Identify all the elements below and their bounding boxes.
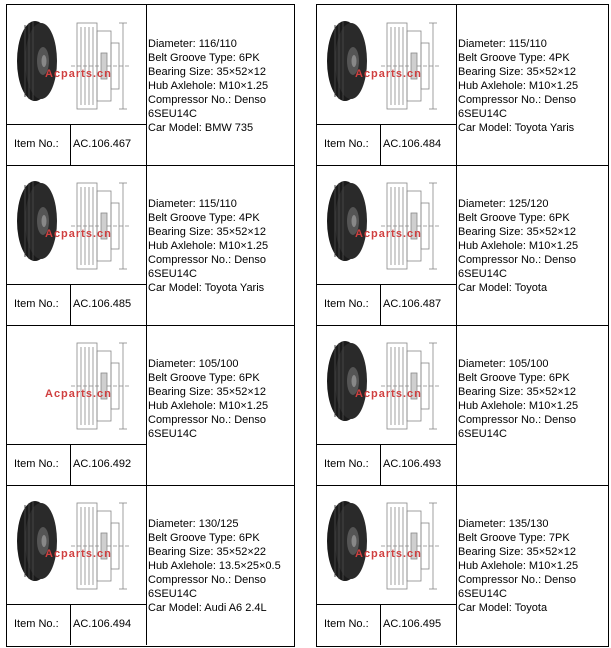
watermark-text: Acparts.cn bbox=[45, 68, 112, 80]
pulley-photo bbox=[17, 501, 57, 581]
spec-hub-axlehole: Hub Axlehole: M10×1.25 bbox=[458, 560, 579, 572]
spec-car-model: Car Model: Toyota bbox=[458, 602, 548, 614]
pulley-photo bbox=[17, 21, 57, 101]
watermark-text: Acparts.cn bbox=[45, 228, 112, 240]
item-no-label: Item No.: bbox=[324, 618, 369, 630]
product-cell bbox=[317, 485, 608, 645]
spec-hub-axlehole: Hub Axlehole: M10×1.25 bbox=[148, 80, 269, 92]
pulley-photo bbox=[327, 181, 367, 261]
spec-compressor: Compressor No.: Denso bbox=[458, 94, 576, 106]
spec-compressor: Compressor No.: Denso bbox=[458, 574, 576, 586]
spec-compressor: Compressor No.: Denso bbox=[458, 414, 576, 426]
spec-diameter: Diameter: 116/110 bbox=[148, 38, 237, 50]
product-image-box bbox=[317, 485, 457, 645]
item-number-row bbox=[7, 124, 146, 165]
spec-diameter: Diameter: 130/125 bbox=[148, 518, 239, 530]
spec-hub-axlehole: Hub Axlehole: M10×1.25 bbox=[458, 240, 579, 252]
item-no-label: Item No.: bbox=[14, 298, 59, 310]
clutch-pulley-image bbox=[11, 493, 143, 603]
product-image-box bbox=[317, 5, 457, 165]
spec-car-model: Car Model: BMW 735 bbox=[148, 122, 254, 134]
spec-belt-groove: Belt Groove Type: 6PK bbox=[458, 372, 570, 384]
spec-bearing-size: Bearing Size: 35×52×12 bbox=[148, 66, 267, 78]
spec-hub-axlehole: Hub Axlehole: 13.5×25×0.5 bbox=[148, 560, 281, 572]
spec-diameter: Diameter: 125/120 bbox=[458, 198, 549, 210]
clutch-pulley-image bbox=[321, 13, 453, 123]
spec-list bbox=[148, 357, 292, 441]
item-no-value: AC.106.493 bbox=[383, 458, 442, 470]
clutch-pulley-image bbox=[11, 13, 143, 123]
watermark-text: Acparts.cn bbox=[355, 548, 422, 560]
spec-bearing-size: Bearing Size: 35×52×12 bbox=[458, 386, 577, 398]
clutch-pulley-image bbox=[11, 333, 143, 443]
spec-car-model: Car Model: Toyota Yaris bbox=[458, 122, 575, 134]
product-cell bbox=[317, 5, 608, 166]
spec-belt-groove: Belt Groove Type: 6PK bbox=[148, 532, 260, 544]
spec-bearing-size: Bearing Size: 35×52×12 bbox=[458, 66, 577, 78]
product-cell bbox=[317, 325, 608, 486]
spec-bearing-size: Bearing Size: 35×52×12 bbox=[458, 546, 577, 558]
item-number-row bbox=[317, 604, 456, 645]
spec-compressor: Compressor No.: Denso bbox=[458, 254, 576, 266]
spec-hub-axlehole: Hub Axlehole: M10×1.25 bbox=[458, 400, 579, 412]
clutch-pulley-image bbox=[321, 173, 453, 283]
spec-belt-groove: Belt Groove Type: 6PK bbox=[458, 212, 570, 224]
product-image-box bbox=[7, 5, 147, 165]
spec-belt-groove: Belt Groove Type: 6PK bbox=[148, 372, 260, 384]
spec-belt-groove: Belt Groove Type: 4PK bbox=[458, 52, 570, 64]
product-cell bbox=[7, 325, 294, 486]
spec-compressor: Compressor No.: Denso bbox=[148, 254, 266, 266]
product-image-box bbox=[7, 165, 147, 325]
spec-compressor-model: 6SEU14C bbox=[148, 268, 197, 280]
left-catalog-column bbox=[6, 4, 295, 647]
spec-compressor-model: 6SEU14C bbox=[458, 108, 507, 120]
product-cell bbox=[7, 165, 294, 326]
spec-hub-axlehole: Hub Axlehole: M10×1.25 bbox=[458, 80, 579, 92]
technical-drawing bbox=[381, 23, 439, 109]
item-no-value: AC.106.467 bbox=[73, 138, 132, 150]
spec-car-model: Car Model: Toyota bbox=[458, 282, 548, 294]
spec-car-model: Car Model: Toyota Yaris bbox=[148, 282, 265, 294]
item-no-value: AC.106.487 bbox=[383, 298, 442, 310]
spec-list bbox=[148, 517, 292, 615]
spec-compressor: Compressor No.: Denso bbox=[148, 414, 266, 426]
spec-car-model: Car Model: Audi A6 2.4L bbox=[148, 602, 267, 614]
watermark-text: Acparts.cn bbox=[355, 228, 422, 240]
pulley-photo bbox=[327, 21, 367, 101]
item-no-label: Item No.: bbox=[14, 138, 59, 150]
pulley-photo bbox=[17, 181, 57, 261]
spec-compressor: Compressor No.: Denso bbox=[148, 574, 266, 586]
item-no-label: Item No.: bbox=[324, 298, 369, 310]
spec-diameter: Diameter: 105/100 bbox=[148, 358, 239, 370]
item-number-row bbox=[317, 284, 456, 325]
spec-list bbox=[458, 357, 606, 441]
spec-compressor-model: 6SEU14C bbox=[148, 428, 197, 440]
clutch-pulley-image bbox=[11, 173, 143, 283]
item-no-value: AC.106.495 bbox=[383, 618, 442, 630]
technical-drawing bbox=[381, 503, 439, 589]
technical-drawing bbox=[381, 343, 439, 429]
spec-list bbox=[458, 37, 606, 135]
spec-list bbox=[148, 197, 292, 295]
pulley-photo bbox=[327, 341, 367, 421]
product-cell bbox=[317, 165, 608, 326]
item-no-label: Item No.: bbox=[324, 458, 369, 470]
item-number-row bbox=[317, 444, 456, 485]
technical-drawing bbox=[381, 183, 439, 269]
technical-drawing bbox=[71, 343, 129, 429]
spec-belt-groove: Belt Groove Type: 4PK bbox=[148, 212, 260, 224]
spec-diameter: Diameter: 115/110 bbox=[148, 198, 237, 210]
spec-compressor-model: 6SEU14C bbox=[458, 428, 507, 440]
spec-hub-axlehole: Hub Axlehole: M10×1.25 bbox=[148, 400, 269, 412]
watermark-text: Acparts.cn bbox=[355, 388, 422, 400]
spec-list bbox=[148, 37, 292, 135]
clutch-pulley-image bbox=[321, 493, 453, 603]
item-no-value: AC.106.484 bbox=[383, 138, 442, 150]
spec-bearing-size: Bearing Size: 35×52×12 bbox=[148, 226, 267, 238]
spec-list bbox=[458, 197, 606, 295]
item-no-value: AC.106.485 bbox=[73, 298, 132, 310]
watermark-text: Acparts.cn bbox=[45, 548, 112, 560]
product-cell bbox=[7, 5, 294, 166]
product-cell bbox=[7, 485, 294, 645]
spec-compressor-model: 6SEU14C bbox=[458, 588, 507, 600]
spec-bearing-size: Bearing Size: 35×52×22 bbox=[148, 546, 267, 558]
spec-compressor-model: 6SEU14C bbox=[458, 268, 507, 280]
spec-diameter: Diameter: 135/130 bbox=[458, 518, 549, 530]
spec-bearing-size: Bearing Size: 35×52×12 bbox=[458, 226, 577, 238]
item-number-row bbox=[317, 124, 456, 165]
item-number-row bbox=[7, 604, 146, 645]
pulley-photo bbox=[327, 501, 367, 581]
spec-compressor-model: 6SEU14C bbox=[148, 588, 197, 600]
product-image-box bbox=[317, 165, 457, 325]
spec-diameter: Diameter: 105/100 bbox=[458, 358, 549, 370]
product-image-box bbox=[7, 325, 147, 485]
item-no-value: AC.106.494 bbox=[73, 618, 132, 630]
watermark-text: Acparts.cn bbox=[355, 68, 422, 80]
item-no-label: Item No.: bbox=[324, 138, 369, 150]
spec-belt-groove: Belt Groove Type: 7PK bbox=[458, 532, 570, 544]
spec-compressor-model: 6SEU14C bbox=[148, 108, 197, 120]
spec-bearing-size: Bearing Size: 35×52×12 bbox=[148, 386, 267, 398]
technical-drawing bbox=[71, 503, 129, 589]
item-no-value: AC.106.492 bbox=[73, 458, 132, 470]
watermark-text: Acparts.cn bbox=[45, 388, 112, 400]
spec-hub-axlehole: Hub Axlehole: M10×1.25 bbox=[148, 240, 269, 252]
right-catalog-column bbox=[316, 4, 609, 647]
spec-compressor: Compressor No.: Denso bbox=[148, 94, 266, 106]
technical-drawing bbox=[71, 183, 129, 269]
spec-diameter: Diameter: 115/110 bbox=[458, 38, 547, 50]
item-number-row bbox=[7, 444, 146, 485]
technical-drawing bbox=[71, 23, 129, 109]
item-number-row bbox=[7, 284, 146, 325]
spec-list bbox=[458, 517, 606, 615]
product-image-box bbox=[7, 485, 147, 645]
item-no-label: Item No.: bbox=[14, 618, 59, 630]
spec-belt-groove: Belt Groove Type: 6PK bbox=[148, 52, 260, 64]
item-no-label: Item No.: bbox=[14, 458, 59, 470]
product-image-box bbox=[317, 325, 457, 485]
clutch-pulley-image bbox=[321, 333, 453, 443]
